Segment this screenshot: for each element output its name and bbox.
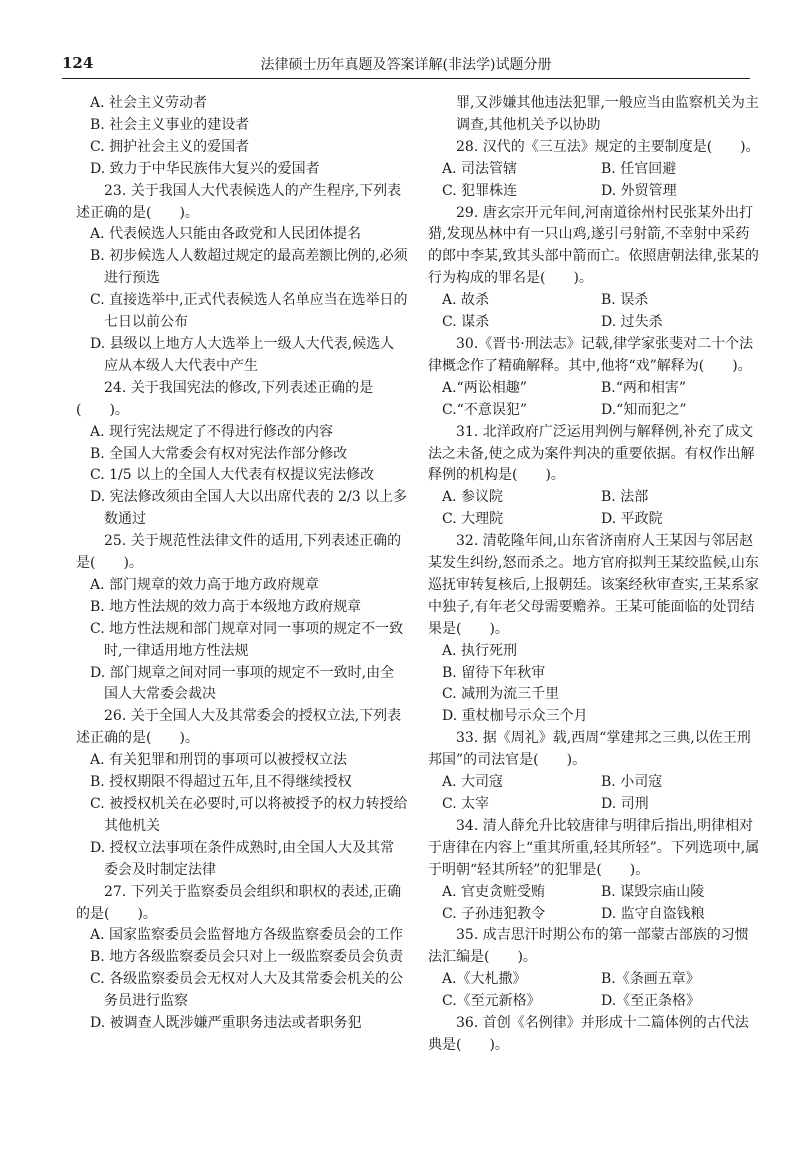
q31-options-row-2 (428, 509, 760, 531)
q23-stem: 23. 关于我国人大代表候选人的产生程序,下列表述正确的是( )。 (76, 182, 402, 221)
page-header (62, 54, 750, 78)
q33-option-c: C. 太宰 (442, 796, 490, 812)
q36-stem: 36. 首创《名例律》并形成十二篇体例的古代法典是( )。 (428, 1015, 749, 1053)
q24-option-a: A. 现行宪法规定了不得进行修改的内容 (90, 423, 334, 440)
q29-option-b: B. 误杀 (601, 292, 649, 309)
q22-option-a: A. 社会主义劳动者 (90, 95, 208, 111)
q35-option-d: D.《至正条格》 (601, 993, 701, 1010)
q25-option-c: C. 地方性法规和部门规章对同一事项的规定不一致时,一律适用地方性法规 (90, 620, 404, 659)
q23-option-c: C. 直接选举中,正式代表候选人名单应当在选举日的七日以前公布 (90, 292, 408, 331)
q30-stem: 30.《晋书·刑法志》记载,律学家张斐对二十个法律概念作了精确解释。其中,他将“戏”解释为( )。 (428, 335, 754, 374)
q28-option-a: A. 司法管辖 (442, 160, 518, 177)
q31-option-c: C. 大理院 (442, 511, 504, 528)
q27-option-c: C. 各级监察委员会无权对人大及其常委会机关的公务员进行监察 (90, 971, 404, 1010)
q29-option-c: C. 谋杀 (442, 314, 490, 331)
page-number: 124 (62, 54, 94, 72)
q28-options-row-1 (428, 159, 760, 181)
q32-option-b: B. 留待下年秋审 (442, 664, 546, 681)
q34-stem: 34. 清人薛允升比较唐律与明律后指出,明律相对于唐律在内容上“重其所重,轻其所轻”。下列选项中,属于明朝“轻其所轻”的犯罪是( )。 (428, 817, 760, 878)
q30-option-c: C.“不意误犯” (442, 401, 527, 418)
q29-options-row-1 (428, 290, 760, 312)
q34-option-c: C. 子孙违犯教令 (442, 905, 546, 922)
q35-options-row-2 (428, 991, 760, 1013)
q27-option-b: B. 地方各级监察委员会只对上一级监察委员会负责 (90, 949, 404, 966)
q28-option-c: C. 犯罪株连 (442, 182, 518, 199)
q29-stem: 29. 唐玄宗开元年间,河南道徐州村民张某外出打猎,发现丛林中有一只山鸡,遂引弓射箭,不幸射中采药的郎中李某,致其头部中箭而亡。依照唐朝法律,张某的行为构成的罪名是( )。 (428, 204, 759, 287)
q22-option-d: D. 致力于中华民族伟大复兴的爱国者 (90, 160, 320, 177)
q27-option-d: D. 被调查人既涉嫌严重职务违法或者职务犯 (90, 1015, 362, 1032)
q35-option-c: C.《至元新格》 (442, 993, 541, 1010)
q35-option-a: A.《大札撒》 (442, 971, 527, 988)
q33-option-a: A. 大司寇 (442, 774, 504, 791)
q32-option-d: D. 重杖枷号示众三个月 (442, 708, 588, 725)
q31-option-b: B. 法部 (601, 489, 649, 506)
q34-option-d: D. 监守自盗钱粮 (601, 905, 705, 922)
q34-options-row-1 (428, 882, 760, 904)
right-column (428, 93, 760, 1057)
q31-option-a: A. 参议院 (442, 489, 504, 506)
q34-options-row-2 (428, 904, 760, 926)
q29-option-a: A. 故杀 (442, 292, 490, 309)
q24-option-d: D. 宪法修改须由全国人大以出席代表的 2/3 以上多数通过 (90, 489, 408, 528)
q35-stem: 35. 成吉思汗时期公布的第一部蒙古部族的习惯法汇编是( )。 (428, 927, 749, 966)
q28-stem: 28. 汉代的《三互法》规定的主要制度是( )。 (456, 138, 760, 155)
q34-option-a: A. 官吏贪赃受贿 (442, 883, 546, 900)
q30-options-row-2 (428, 400, 760, 422)
running-title: 法律硕士历年真题及答案详解(非法学)试题分册 (260, 57, 552, 73)
q32-option-a: A. 执行死刑 (442, 642, 518, 659)
q31-stem: 31. 北洋政府广泛运用判例与解释例,补充了成文法之未备,使之成为案件判决的重要依据。有权作出解释例的机构是( )。 (428, 423, 755, 484)
q33-option-b: B. 小司寇 (601, 774, 663, 791)
q30-option-a: A.“两讼相趣” (442, 379, 527, 396)
q30-option-b: B.“两和相害” (601, 379, 687, 396)
q27-option-d-cont: 罪,又涉嫌其他违法犯罪,一般应当由监察机关为主调查,其他机关予以协助 (456, 95, 759, 133)
q28-option-d: D. 外贸管理 (601, 182, 677, 199)
q25-option-b: B. 地方性法规的效力高于本级地方政府规章 (90, 598, 362, 615)
q27-stem: 27. 下列关于监察委员会组织和职权的表述,正确的是( )。 (76, 883, 402, 922)
q32-stem: 32. 清乾隆年间,山东省济南府人王某因与邻居赵某发生纠纷,怒而杀之。地方官府拟判王某绞监候,山东巡抚审转复核后,上报朝廷。该案经秋审查实,王某系家中独子,有年老父母需要赡养。王某可能面临的处罚结果是( )。 (428, 533, 759, 637)
q23-option-d: D. 县级以上地方人大选举上一级人大代表,候选人应从本级人大代表中产生 (90, 335, 395, 374)
q24-option-b: B. 全国人大常委会有权对宪法作部分修改 (90, 445, 348, 462)
q25-option-a: A. 部门规章的效力高于地方政府规章 (90, 576, 320, 593)
q35-options-row-1 (428, 969, 760, 991)
q27-option-a: A. 国家监察委员会监督地方各级监察委员会的工作 (90, 927, 404, 944)
q33-options-row-2 (428, 794, 760, 816)
q26-option-d: D. 授权立法事项在条件成熟时,由全国人大及其常委会及时制定法律 (90, 839, 395, 878)
q28-options-row-2 (428, 181, 760, 203)
header-rule (62, 78, 750, 79)
q31-option-d: D. 平政院 (601, 511, 663, 528)
q34-option-b: B. 谋毁宗庙山陵 (601, 883, 705, 900)
q24-stem: 24. 关于我国宪法的修改,下列表述正确的是 (104, 379, 374, 396)
q24-stem-cont: ( )。 (76, 401, 129, 418)
q25-option-d: D. 部门规章之间对同一事项的规定不一致时,由全国人大常委会裁决 (90, 664, 395, 703)
q35-option-b: B.《条画五章》 (601, 971, 700, 988)
q25-stem: 25. 关于规范性法律文件的适用,下列表述正确的是( )。 (76, 533, 402, 572)
q33-option-d: D. 司刑 (601, 796, 649, 812)
q33-options-row-1 (428, 772, 760, 794)
q23-option-b: B. 初步候选人人数超过规定的最高差额比例的,必须进行预选 (90, 248, 408, 287)
q30-options-row-1 (428, 378, 760, 400)
q33-stem: 33. 据《周礼》载,西周“掌建邦之三典,以佐王刑邦国”的司法官是( )。 (428, 730, 751, 769)
q26-option-a: A. 有关犯罪和刑罚的事项可以被授权立法 (90, 752, 348, 769)
q28-option-b: B. 任官回避 (601, 160, 677, 177)
q31-options-row-1 (428, 487, 760, 509)
q26-option-c: C. 被授权机关在必要时,可以将被授予的权力转授给其他机关 (90, 796, 408, 834)
q30-option-d: D.“知而犯之” (601, 401, 687, 418)
q22-option-c: C. 拥护社会主义的爱国者 (90, 138, 250, 155)
q24-option-c: C. 1/5 以上的全国人大代表有权提议宪法修改 (90, 467, 375, 484)
q29-option-d: D. 过失杀 (601, 314, 663, 331)
q26-option-b: B. 授权期限不得超过五年,且不得继续授权 (90, 774, 352, 791)
left-column (76, 93, 408, 1035)
q32-option-c: C. 减刑为流三千里 (442, 686, 560, 703)
q22-option-b: B. 社会主义事业的建设者 (90, 116, 250, 133)
q26-stem: 26. 关于全国人大及其常委会的授权立法,下列表述正确的是( )。 (76, 708, 402, 747)
q23-option-a: A. 代表候选人只能由各政党和人民团体提名 (90, 226, 362, 243)
q29-options-row-2 (428, 312, 760, 334)
